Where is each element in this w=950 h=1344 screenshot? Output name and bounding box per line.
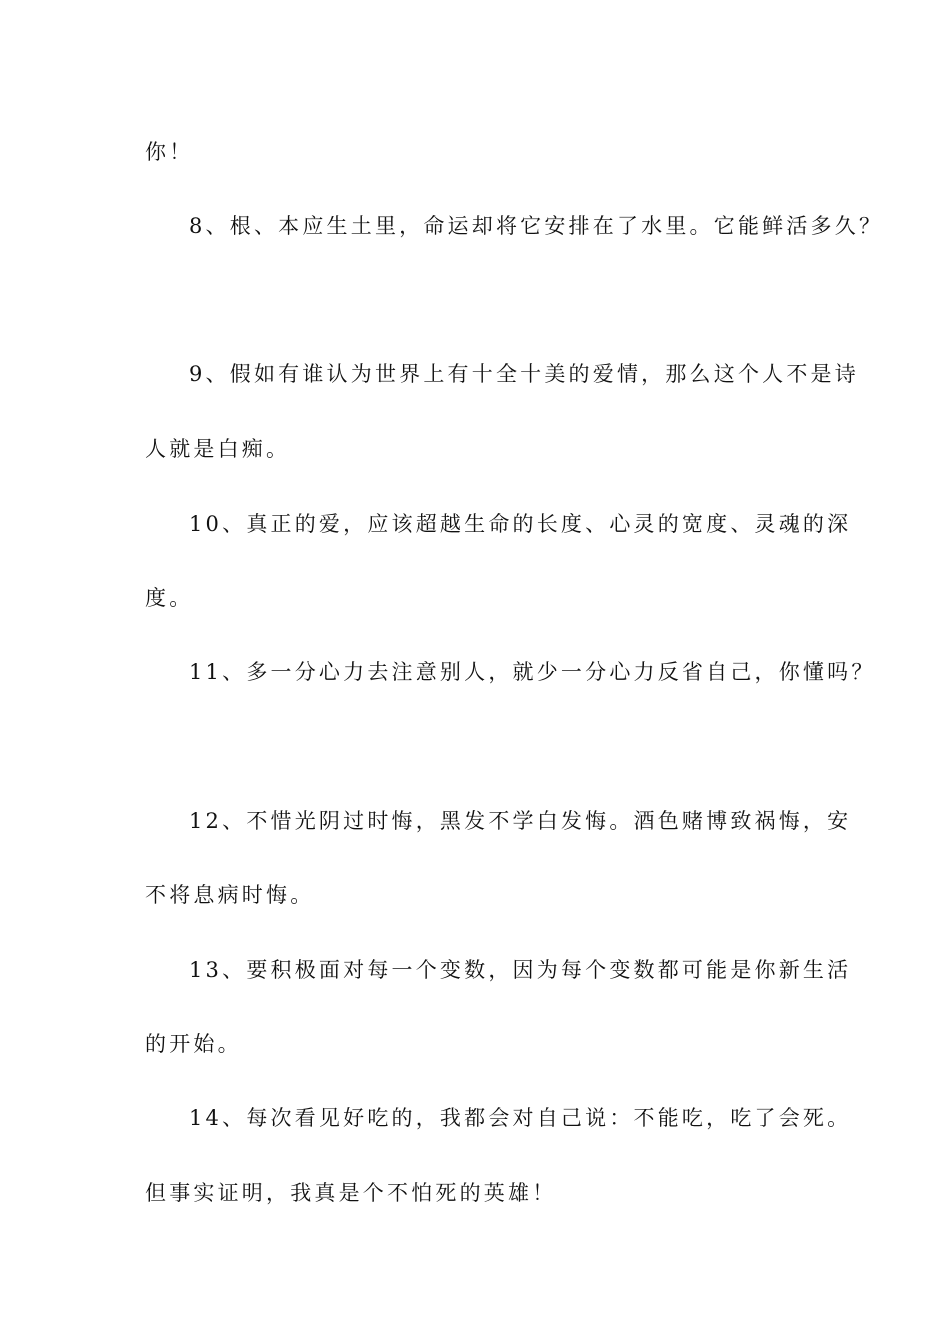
text-line: 但事实证明，我真是个不怕死的英雄！	[145, 1181, 557, 1205]
text-line: 度。	[145, 586, 194, 610]
text-line: 你！	[145, 140, 194, 164]
text-line: 11、多一分心力去注意别人，就少一分心力反省自己，你懂吗？	[189, 660, 876, 684]
text-line: 的开始。	[145, 1032, 242, 1056]
text-line: 12、不惜光阴过时悔，黑发不学白发悔。酒色赌博致祸悔，安	[189, 809, 852, 833]
text-line: 14、每次看见好吃的，我都会对自己说：不能吃，吃了会死。	[189, 1106, 852, 1130]
text-line: 13、要积极面对每一个变数，因为每个变数都可能是你新生活	[189, 958, 852, 982]
text-line: 不将息病时悔。	[145, 883, 315, 907]
text-line: 人就是白痴。	[145, 437, 291, 461]
text-line: 8、根、本应生土里，命运却将它安排在了水里。它能鲜活多久？	[189, 214, 884, 238]
text-line: 9、假如有谁认为世界上有十全十美的爱情，那么这个人不是诗	[189, 362, 859, 386]
text-line: 10、真正的爱，应该超越生命的长度、心灵的宽度、灵魂的深	[189, 512, 852, 536]
